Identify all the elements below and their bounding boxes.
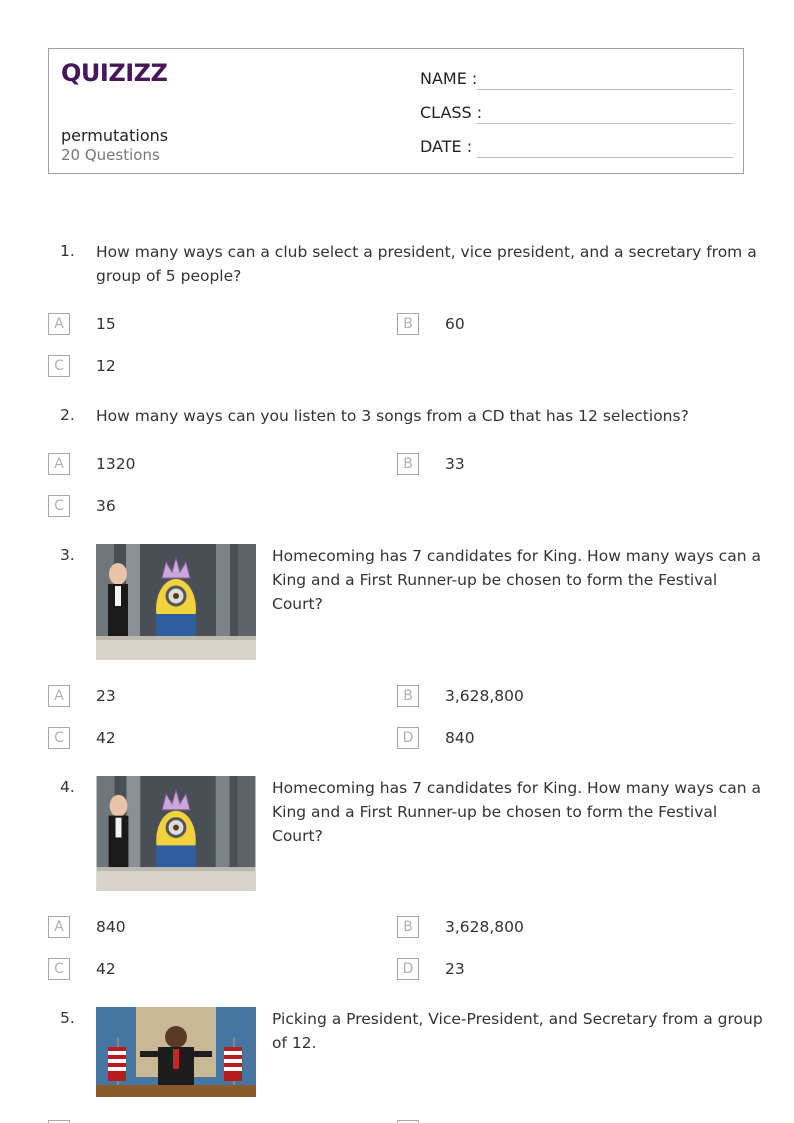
option-letter: B (397, 916, 419, 938)
option-letter: D (397, 958, 419, 980)
date-label: DATE : (420, 137, 473, 156)
question-number: 5. (60, 1009, 75, 1027)
kid-president-image (96, 1007, 256, 1097)
quizizz-logo: QUIZIZZ (61, 59, 168, 87)
question-number: 2. (60, 406, 75, 424)
option-text: 3,628,800 (445, 687, 524, 705)
option-letter: C (48, 495, 70, 517)
option-text: 15 (96, 315, 116, 333)
question-text: How many ways can you listen to 3 songs from a CD that has 12 selections? (96, 407, 689, 425)
option-letter: A (48, 453, 70, 475)
option-text: 33 (445, 455, 465, 473)
option-text: 42 (96, 729, 116, 747)
option-text: 12 (96, 357, 116, 375)
name-label: NAME : (420, 69, 478, 88)
option-letter: D (397, 727, 419, 749)
option-text: 60 (445, 315, 465, 333)
option-letter: B (397, 313, 419, 335)
option-letter: C (48, 355, 70, 377)
option-letter: A (48, 916, 70, 938)
option-text: 23 (96, 687, 116, 705)
option-letter: B (397, 453, 419, 475)
option-text: 23 (445, 960, 465, 978)
option-text: 840 (445, 729, 475, 747)
date-line (477, 157, 733, 158)
option-text: 36 (96, 497, 116, 515)
option-text: 840 (96, 918, 126, 936)
question-number: 4. (60, 778, 75, 796)
option-text: 1320 (96, 455, 136, 473)
question-text: How many ways can a club select a president, vice president, and a secretary from a group of 5 people? (96, 243, 757, 285)
option-text: 3,628,800 (445, 918, 524, 936)
option-letter: C (48, 958, 70, 980)
question-text: Homecoming has 7 candidates for King. How many ways can a King and a First Runner-up be chosen to form the Festival Court? (272, 547, 761, 613)
option-letter: C (48, 727, 70, 749)
class-label: CLASS : (420, 103, 483, 122)
question-number: 1. (60, 242, 75, 260)
minion-king-image (96, 776, 256, 891)
name-line (477, 89, 733, 90)
option-letter: A (48, 313, 70, 335)
option-letter: A (48, 685, 70, 707)
class-line (477, 123, 733, 124)
minion-king-image (96, 544, 256, 660)
option-letter: B (397, 685, 419, 707)
option-text: 42 (96, 960, 116, 978)
question-count: 20 Questions (61, 146, 160, 164)
worksheet-title: permutations (61, 126, 169, 145)
question-number: 3. (60, 546, 75, 564)
question-text: Picking a President, Vice-President, and Secretary from a group of 12. (272, 1010, 763, 1052)
worksheet-header (48, 48, 744, 174)
question-text: Homecoming has 7 candidates for King. How many ways can a King and a First Runner-up be chosen to form the Festival Court? (272, 779, 761, 845)
